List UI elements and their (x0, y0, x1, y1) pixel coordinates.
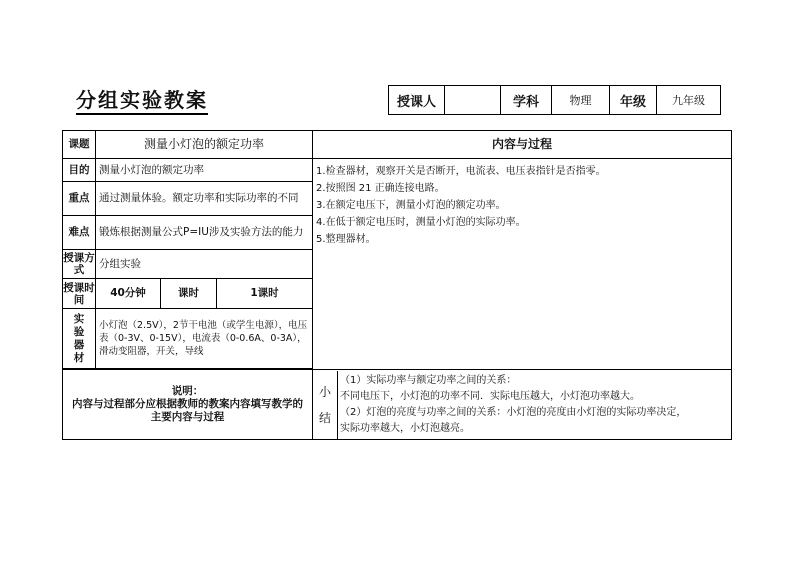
difficulty-value: 锻炼根据测量公式P=IU涉及实验方法的能力 (96, 216, 313, 250)
subject-label: 学科 (501, 86, 552, 115)
equipment-label: 实验器材 (63, 309, 96, 369)
summary-line: （1）实际功率与额定功率之间的关系： (340, 374, 517, 386)
process-steps (313, 159, 732, 370)
method-value: 分组实验 (96, 250, 313, 279)
summary-line: 不同电压下，小灯泡的功率不同．实际电压越大，小灯泡功率越大。 (340, 390, 641, 402)
period-value: 1课时 (217, 279, 313, 309)
topic-value: 测量小灯泡的额定功率 (96, 131, 313, 159)
summary-label-1: 小 (319, 384, 332, 399)
grade-label: 年级 (610, 86, 657, 115)
note-text: 内容与过程部分应根据教师的教案内容填写教学的主要内容与过程 (72, 398, 304, 423)
teacher-field[interactable] (445, 86, 501, 115)
step-item: 4.在低于额定电压时，测量小灯泡的实际功率。 (316, 217, 526, 228)
grade-value: 九年级 (657, 86, 721, 115)
note-cell (63, 370, 313, 440)
time-label: 授课时间 (63, 279, 96, 309)
step-item: 3.在额定电压下，测量小灯泡的额定功率。 (316, 200, 506, 211)
summary-label-2: 结 (319, 410, 332, 425)
page-title: 分组实验教案 (76, 88, 208, 115)
summary-label (313, 371, 338, 439)
content-header: 内容与过程 (313, 131, 732, 159)
summary-text (338, 371, 731, 439)
subject-value: 物理 (552, 86, 610, 115)
lesson-plan-table (62, 130, 732, 440)
summary-line: （2）灯泡的亮度与功率之间的关系：小灯泡的亮度由小灯泡的实际功率决定， (340, 406, 687, 418)
step-item: 1.检查器材，观察开关是否断开，电流表、电压表指针是否指零。 (316, 166, 606, 177)
teacher-label: 授课人 (389, 86, 445, 115)
key-label: 重点 (63, 182, 96, 216)
header-info-table (388, 85, 721, 115)
equipment-value: 小灯泡（2.5V），2节干电池（或学生电源），电压表（0-3V、0-15V），电流表（0-0.6A、0-3A），滑动变阻器，开关，导线 (96, 309, 313, 369)
key-value: 通过测量体验。额定功率和实际功率的不同 (96, 182, 313, 216)
difficulty-label: 难点 (63, 216, 96, 250)
goal-value: 测量小灯泡的额定功率 (96, 159, 313, 182)
step-item: 2.按照图 21 正确连接电路。 (316, 183, 445, 194)
goal-label: 目的 (63, 159, 96, 182)
note-label: 说明： (171, 385, 204, 397)
summary-cell (313, 370, 732, 440)
method-label: 授课方式 (63, 250, 96, 279)
period-label: 课时 (161, 279, 217, 309)
time-value: 40分钟 (96, 279, 161, 309)
step-item: 5.整理器材。 (316, 234, 376, 245)
topic-label: 课题 (63, 131, 96, 159)
summary-line: 实际功率越大，小灯泡越亮。 (340, 422, 471, 434)
